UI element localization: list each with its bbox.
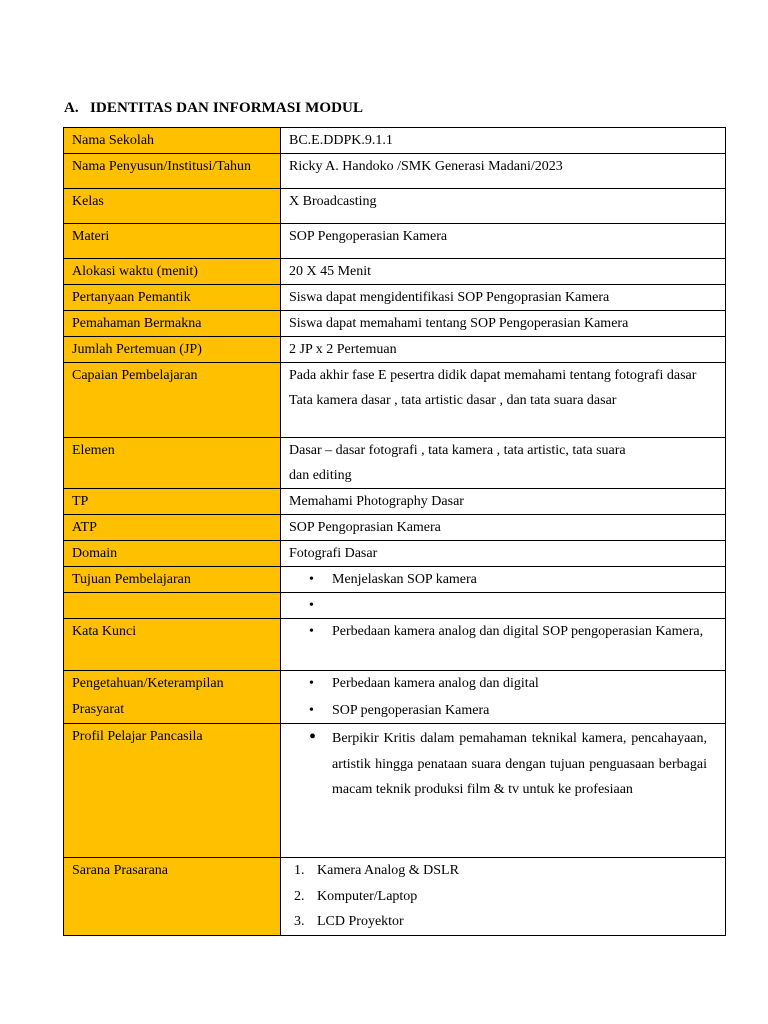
table-row (64, 337, 726, 363)
row-value (281, 567, 726, 593)
elemen-line-1: Dasar – dasar fotografi , tata kamera , tata artistic, tata suara (289, 443, 626, 458)
section-number: A. (64, 100, 79, 116)
row-label: Nama Penyusun/Institusi/Tahun (64, 154, 281, 189)
table-row (64, 567, 726, 593)
list-item (289, 619, 717, 644)
row-value (281, 858, 726, 936)
row-value (281, 619, 726, 671)
row-value (281, 363, 726, 438)
row-value (281, 724, 726, 858)
table-row (64, 541, 726, 567)
table-row (64, 593, 726, 619)
row-value: SOP Pengoprasian Kamera (281, 515, 726, 541)
row-label: Tujuan Pembelajaran (64, 567, 281, 593)
bullet-icon: • (309, 624, 314, 639)
bullet-icon: • (309, 726, 317, 748)
table-row (64, 619, 726, 671)
table-row (64, 724, 726, 858)
list-item-text: Perbedaan kamera analog dan digital (332, 676, 539, 691)
elemen-line-2: dan editing (289, 468, 352, 483)
row-value (281, 593, 726, 619)
list-number: 1. (294, 863, 305, 878)
module-identity-table (63, 127, 726, 936)
row-value: Memahami Photography Dasar (281, 489, 726, 515)
capaian-text-1: Pada akhir fase E pesertra didik dapat memahami tentang fotografi dasar (289, 368, 697, 383)
list-item (289, 567, 717, 592)
row-label: Jumlah Pertemuan (JP) (64, 337, 281, 363)
capaian-text-2: Tata kamera dasar , tata artistic dasar , dan tata suara dasar (289, 393, 617, 408)
row-value: Ricky A. Handoko /SMK Generasi Madani/2023 (281, 154, 726, 189)
row-label: Kelas (64, 189, 281, 224)
table-row (64, 515, 726, 541)
list-item-text: Menjelaskan SOP kamera (332, 572, 477, 587)
row-label (64, 671, 281, 724)
table-row (64, 128, 726, 154)
list-item-text: Kamera Analog & DSLR (317, 863, 459, 878)
row-label: Elemen (64, 438, 281, 489)
table-row (64, 858, 726, 936)
row-label: TP (64, 489, 281, 515)
bullet-icon: • (309, 572, 314, 587)
row-label: Nama Sekolah (64, 128, 281, 154)
list-item (289, 724, 717, 803)
table-row (64, 311, 726, 337)
table-row (64, 189, 726, 224)
row-label: Alokasi waktu (menit) (64, 259, 281, 285)
list-item (289, 696, 717, 723)
bullet-icon: • (309, 598, 314, 613)
section-heading (64, 100, 363, 117)
section-title: IDENTITAS DAN INFORMASI MODUL (90, 100, 364, 116)
row-value: SOP Pengoperasian Kamera (281, 224, 726, 259)
table-row (64, 285, 726, 311)
list-item-text: Berpikir Kritis dalam pemahaman teknikal kamera, pencahayaan, artistik hingga penataan suara dengan tujuan penguasaan berbagai macam teknik produksi film & tv untuk ke profesiaan (332, 731, 707, 797)
row-label: Profil Pelajar Pancasila (64, 724, 281, 858)
list-item (289, 884, 717, 910)
table-row (64, 259, 726, 285)
list-item-text: Komputer/Laptop (317, 888, 418, 904)
list-item (289, 858, 717, 884)
row-value: Fotografi Dasar (281, 541, 726, 567)
row-label: Materi (64, 224, 281, 259)
row-label: Sarana Prasarana (64, 858, 281, 936)
row-value: 2 JP x 2 Pertemuan (281, 337, 726, 363)
row-value (281, 671, 726, 724)
table-row (64, 154, 726, 189)
list-item-text: Perbedaan kamera analog dan digital SOP pengoperasian Kamera, (332, 624, 704, 639)
table-row (64, 489, 726, 515)
list-item-text: SOP pengoperasian Kamera (332, 703, 490, 718)
table-row (64, 671, 726, 724)
row-value: X Broadcasting (281, 189, 726, 224)
row-label (64, 593, 281, 619)
row-value: 20 X 45 Menit (281, 259, 726, 285)
row-label-line-2: Prasyarat (72, 702, 125, 717)
row-value: Siswa dapat memahami tentang SOP Pengoperasian Kamera (281, 311, 726, 337)
table-row (64, 224, 726, 259)
list-item (289, 671, 717, 696)
bullet-icon: • (309, 703, 314, 718)
list-number: 3. (294, 914, 305, 929)
row-label: Kata Kunci (64, 619, 281, 671)
table-row (64, 363, 726, 438)
list-item (289, 909, 717, 935)
row-value (281, 438, 726, 489)
row-value: BC.E.DDPK.9.1.1 (281, 128, 726, 154)
bullet-icon: • (309, 676, 314, 691)
row-label: ATP (64, 515, 281, 541)
list-item-text: LCD Proyektor (317, 914, 404, 929)
row-label-line-1: Pengetahuan/Keterampilan (72, 676, 224, 691)
row-label: Pemahaman Bermakna (64, 311, 281, 337)
row-value: Siswa dapat mengidentifikasi SOP Pengoprasian Kamera (281, 285, 726, 311)
row-label: Domain (64, 541, 281, 567)
table-row (64, 438, 726, 489)
row-label: Capaian Pembelajaran (64, 363, 281, 438)
list-number: 2. (294, 888, 305, 904)
row-label: Pertanyaan Pemantik (64, 285, 281, 311)
